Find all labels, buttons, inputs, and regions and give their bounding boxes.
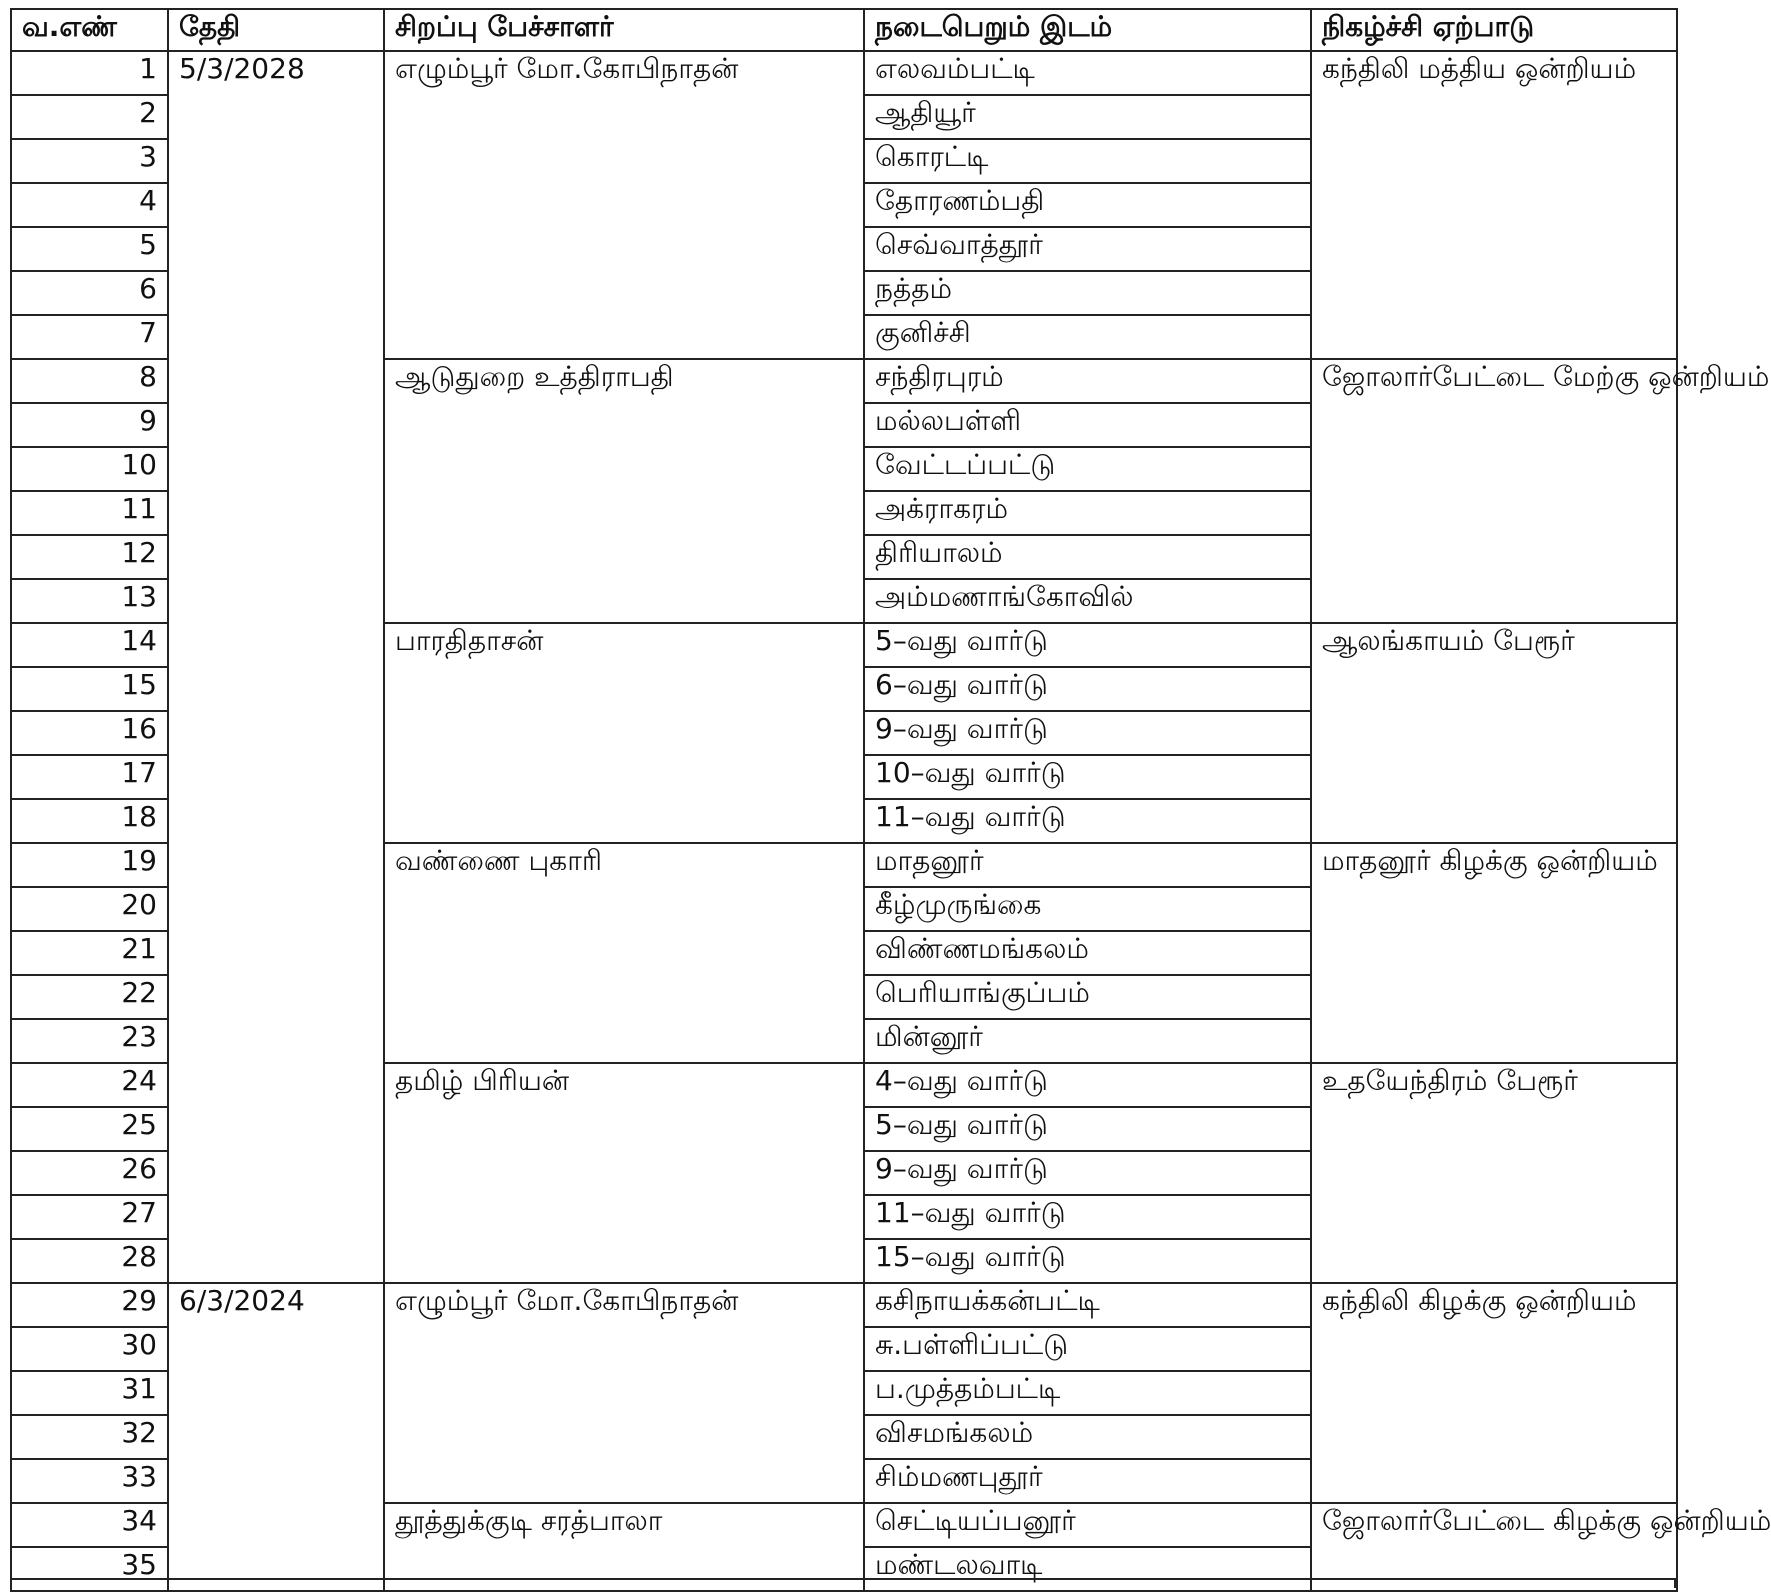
speaker-cell: தமிழ் பிரியன்	[384, 1063, 864, 1283]
schedule-sheet	[10, 8, 1771, 1592]
organizer-cell: ஜோலார்பேட்டை மேற்கு ஒன்றியம்	[1311, 359, 1677, 623]
header-date: தேதி	[168, 9, 384, 51]
serial-number: 24	[11, 1063, 168, 1107]
serial-number: 22	[11, 975, 168, 1019]
organizer-cell: உதயேந்திரம் பேரூர்	[1311, 1063, 1677, 1283]
venue-cell: நத்தம்	[864, 271, 1311, 315]
header-row	[11, 9, 1677, 51]
venue-cell: மாதனூர்	[864, 843, 1311, 887]
serial-number: 5	[11, 227, 168, 271]
venue-cell: விசமங்கலம்	[864, 1415, 1311, 1459]
venue-cell: 6–வது வார்டு	[864, 667, 1311, 711]
cropped-next-row	[10, 1578, 1676, 1588]
date-cell: 5/3/2028	[168, 51, 384, 1283]
serial-number: 35	[11, 1547, 168, 1591]
venue-cell: விண்ணமங்கலம்	[864, 931, 1311, 975]
venue-cell: 11–வது வார்டு	[864, 1195, 1311, 1239]
venue-cell: மண்டலவாடி	[864, 1547, 1311, 1591]
serial-number: 21	[11, 931, 168, 975]
serial-number: 17	[11, 755, 168, 799]
serial-number: 6	[11, 271, 168, 315]
venue-cell: அம்மணாங்கோவில்	[864, 579, 1311, 623]
organizer-cell: மாதனூர் கிழக்கு ஒன்றியம்	[1311, 843, 1677, 1063]
header-venue: நடைபெறும் இடம்	[864, 9, 1311, 51]
header-serial-number: வ.எண்	[11, 9, 168, 51]
venue-cell: எலவம்பட்டி	[864, 51, 1311, 95]
serial-number: 8	[11, 359, 168, 403]
venue-cell: ஆதியூர்	[864, 95, 1311, 139]
serial-number: 9	[11, 403, 168, 447]
serial-number: 7	[11, 315, 168, 359]
venue-cell: பெரியாங்குப்பம்	[864, 975, 1311, 1019]
serial-number: 10	[11, 447, 168, 491]
header-speaker: சிறப்பு பேச்சாளர்	[384, 9, 864, 51]
venue-cell: கசிநாயக்கன்பட்டி	[864, 1283, 1311, 1327]
venue-cell: அக்ராகரம்	[864, 491, 1311, 535]
schedule-table	[10, 8, 1771, 1592]
venue-cell: 5–வது வார்டு	[864, 623, 1311, 667]
cropped-row-divider	[1310, 1578, 1312, 1588]
table-row	[11, 1283, 1677, 1327]
venue-cell: 5–வது வார்டு	[864, 1107, 1311, 1151]
cropped-row-divider	[863, 1578, 865, 1588]
organizer-cell: கந்திலி கிழக்கு ஒன்றியம்	[1311, 1283, 1677, 1503]
serial-number: 12	[11, 535, 168, 579]
venue-cell: கொரட்டி	[864, 139, 1311, 183]
serial-number: 26	[11, 1151, 168, 1195]
speaker-cell: எழும்பூர் மோ.கோபிநாதன்	[384, 1283, 864, 1503]
venue-cell: 4–வது வார்டு	[864, 1063, 1311, 1107]
serial-number: 3	[11, 139, 168, 183]
speaker-cell: பாரதிதாசன்	[384, 623, 864, 843]
serial-number: 13	[11, 579, 168, 623]
serial-number: 16	[11, 711, 168, 755]
venue-cell: மல்லபள்ளி	[864, 403, 1311, 447]
serial-number: 18	[11, 799, 168, 843]
serial-number: 19	[11, 843, 168, 887]
table-row	[11, 51, 1677, 95]
speaker-cell: ஆடுதுறை உத்திராபதி	[384, 359, 864, 623]
serial-number: 30	[11, 1327, 168, 1371]
organizer-cell: ஜோலார்பேட்டை கிழக்கு ஒன்றியம்	[1311, 1503, 1677, 1591]
venue-cell: சு.பள்ளிப்பட்டு	[864, 1327, 1311, 1371]
venue-cell: மின்னூர்	[864, 1019, 1311, 1063]
serial-number: 25	[11, 1107, 168, 1151]
cropped-row-divider	[167, 1578, 169, 1588]
venue-cell: 9–வது வார்டு	[864, 711, 1311, 755]
venue-cell: சிம்மணபுதூர்	[864, 1459, 1311, 1503]
serial-number: 2	[11, 95, 168, 139]
date-cell: 6/3/2024	[168, 1283, 384, 1591]
serial-number: 33	[11, 1459, 168, 1503]
serial-number: 11	[11, 491, 168, 535]
serial-number: 20	[11, 887, 168, 931]
venue-cell: 10–வது வார்டு	[864, 755, 1311, 799]
speaker-cell: வண்ணை புகாரி	[384, 843, 864, 1063]
venue-cell: தோரணம்பதி	[864, 183, 1311, 227]
cropped-row-divider	[1674, 1578, 1676, 1588]
serial-number: 14	[11, 623, 168, 667]
venue-cell: 9–வது வார்டு	[864, 1151, 1311, 1195]
organizer-cell: ஆலங்காயம் பேரூர்	[1311, 623, 1677, 843]
venue-cell: கீழ்முருங்கை	[864, 887, 1311, 931]
venue-cell: 11–வது வார்டு	[864, 799, 1311, 843]
venue-cell: வேட்டப்பட்டு	[864, 447, 1311, 491]
serial-number: 15	[11, 667, 168, 711]
venue-cell: ப.முத்தம்பட்டி	[864, 1371, 1311, 1415]
serial-number: 1	[11, 51, 168, 95]
venue-cell: 15–வது வார்டு	[864, 1239, 1311, 1283]
serial-number: 32	[11, 1415, 168, 1459]
serial-number: 29	[11, 1283, 168, 1327]
venue-cell: செவ்வாத்தூர்	[864, 227, 1311, 271]
serial-number: 34	[11, 1503, 168, 1547]
serial-number: 27	[11, 1195, 168, 1239]
serial-number: 23	[11, 1019, 168, 1063]
venue-cell: சந்திரபுரம்	[864, 359, 1311, 403]
venue-cell: செட்டியப்பனூர்	[864, 1503, 1311, 1547]
speaker-cell: தூத்துக்குடி சரத்பாலா	[384, 1503, 864, 1591]
header-organizer: நிகழ்ச்சி ஏற்பாடு	[1311, 9, 1677, 51]
serial-number: 4	[11, 183, 168, 227]
cropped-row-divider	[10, 1578, 12, 1588]
cropped-row-divider	[383, 1578, 385, 1588]
organizer-cell: கந்திலி மத்திய ஒன்றியம்	[1311, 51, 1677, 359]
venue-cell: திரியாலம்	[864, 535, 1311, 579]
speaker-cell: எழும்பூர் மோ.கோபிநாதன்	[384, 51, 864, 359]
serial-number: 31	[11, 1371, 168, 1415]
serial-number: 28	[11, 1239, 168, 1283]
venue-cell: குனிச்சி	[864, 315, 1311, 359]
